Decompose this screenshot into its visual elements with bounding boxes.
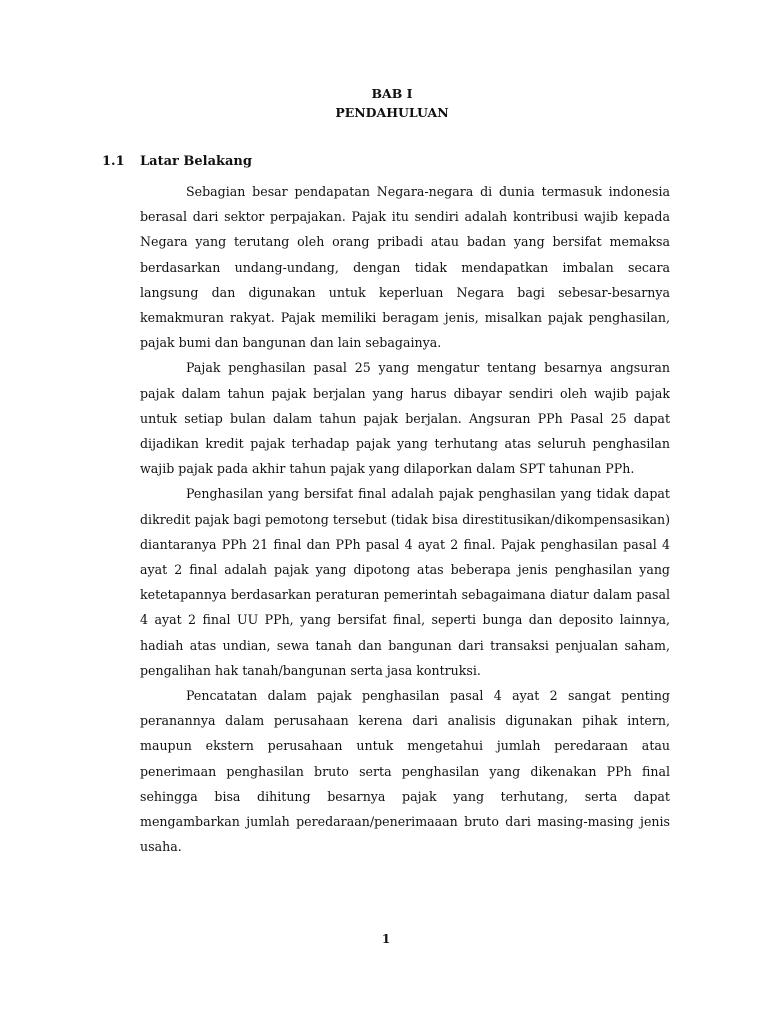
paragraph: Sebagian besar pendapatan Negara-negara di dunia termasuk indonesia berasal dari sektor perpajakan. Pajak itu sendiri adalah kontribusi wajib kepada Negara yang terutang oleh orang pribadi atau badan yang bersifat memaksa berdasarkan undang-undang, dengan tidak mendapatkan imbalan secara langsung dan digunakan untuk keperluan Negara bagi sebesar-besarnya kemakmuran rakyat. Pajak memiliki beragam jenis, misalkan pajak penghasilan, pajak bumi dan bangunan dan lain sebagainya. (140, 184, 670, 351)
body-text (140, 179, 670, 859)
paragraph: Pencatatan dalam pajak penghasilan pasal 4 ayat 2 sangat penting peranannya dalam perusahaan kerena dari analisis digunakan pihak intern, maupun ekstern perusahaan untuk mengetahui jumlah peredaraan atau penerimaan penghasilan bruto serta penghasilan yang dikenakan PPh final sehingga bisa dihitung besarnya pajak yang terhutang, serta dapat mengambarkan jumlah peredaraan/penerimaaan bruto dari masing-masing jenis usaha. (140, 688, 670, 855)
section-title: Latar Belakang (140, 154, 252, 169)
paragraph: Pajak penghasilan pasal 25 yang mengatur tentang besarnya angsuran pajak dalam tahun pajak berjalan yang harus dibayar sendiri oleh wajib pajak untuk setiap bulan dalam tahun pajak berjalan. Angsuran PPh Pasal 25 dapat dijadikan kredit pajak terhadap pajak yang terhutang atas seluruh penghasilan wajib pajak pada akhir tahun pajak yang dilaporkan dalam SPT tahunan PPh. (140, 360, 670, 477)
chapter-number: BAB I (371, 86, 413, 101)
section-heading (102, 153, 252, 171)
chapter-title: PENDAHULUAN (335, 105, 449, 120)
paragraph: Penghasilan yang bersifat final adalah pajak penghasilan yang tidak dapat dikredit pajak bagi pemotong tersebut (tidak bisa direstitusikan/dikompensasikan) diantaranya PPh 21 final dan PPh pasal 4 ayat 2 final. Pajak penghasilan pasal 4 ayat 2 final adalah pajak yang dipotong atas beberapa jenis penghasilan yang ketetapannya berdasarkan peraturan pemerintah sebagaimana diatur dalam pasal 4 ayat 2 final UU PPh, yang bersifat final, seperti bunga dan deposito lainnya, hadiah atas undian, sewa tanah dan bangunan dari transaksi penjualan saham, pengalihan hak tanah/bangunan serta jasa kontruksi. (140, 486, 670, 678)
page-number: 1 (381, 932, 391, 946)
chapter-heading (0, 84, 768, 122)
section-number: 1.1 (102, 154, 125, 169)
